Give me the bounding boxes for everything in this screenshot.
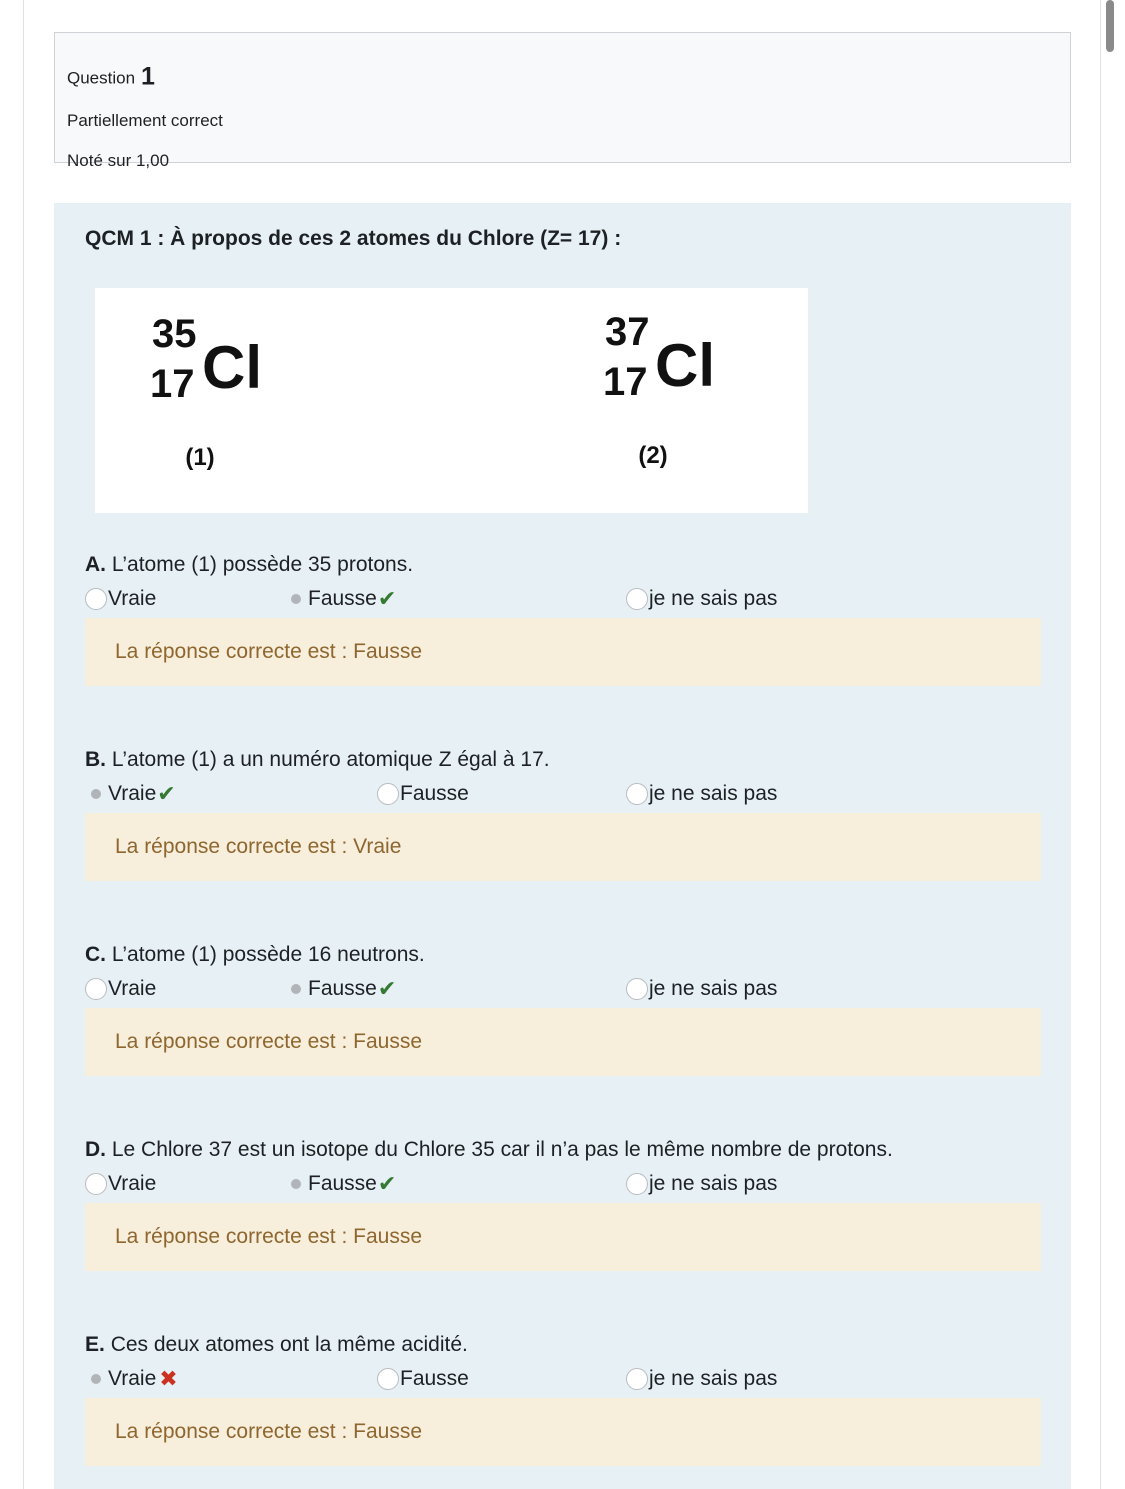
feedback-c <box>85 1008 1041 1076</box>
option-e-fausse[interactable] <box>377 1367 469 1391</box>
option-d-vraie[interactable] <box>85 1172 156 1196</box>
option-e-je-ne-sais-pas[interactable] <box>626 1367 777 1391</box>
feedback-d <box>85 1203 1041 1271</box>
option-label: Fausse <box>400 782 469 805</box>
check-icon: ✔ <box>377 976 397 1001</box>
radio-button-selected[interactable] <box>285 978 307 1000</box>
feedback-text: La réponse correcte est : Fausse <box>115 1420 422 1443</box>
atom-1-label: (1) <box>185 444 215 471</box>
statement-c <box>85 943 425 967</box>
question-formulation <box>54 203 1071 1489</box>
atom-2-atomic-number: 17 <box>603 360 648 404</box>
option-label: Vraie <box>108 1172 157 1195</box>
option-label: Fausse <box>308 587 377 610</box>
statement-d <box>85 1138 893 1162</box>
radio-button-selected[interactable] <box>85 783 107 805</box>
feedback-text: La réponse correcte est : Fausse <box>115 1030 422 1053</box>
radio-button[interactable] <box>85 588 107 610</box>
option-c-fausse[interactable] <box>285 976 396 1002</box>
statement-text: L’atome (1) possède 35 protons. <box>111 553 414 576</box>
feedback-e <box>85 1398 1041 1466</box>
option-c-vraie[interactable] <box>85 977 156 1001</box>
radio-button[interactable] <box>626 1173 648 1195</box>
option-d-je-ne-sais-pas[interactable] <box>626 1172 777 1196</box>
option-b-vraie[interactable] <box>85 781 176 807</box>
feedback-text: La réponse correcte est : Fausse <box>115 640 422 663</box>
radio-button[interactable] <box>377 1368 399 1390</box>
option-b-fausse[interactable] <box>377 782 469 806</box>
option-b-je-ne-sais-pas[interactable] <box>626 782 777 806</box>
question-grade: Noté sur 1,00 <box>67 151 170 170</box>
check-icon: ✔ <box>157 781 176 806</box>
statement-e <box>85 1333 468 1357</box>
question-text: QCM 1 : À propos de ces 2 atomes du Chlore (Z= 17) : <box>85 227 622 250</box>
atom-1-atomic-number: 17 <box>150 362 195 406</box>
feedback-text: La réponse correcte est : Fausse <box>115 1225 422 1248</box>
option-label: Fausse <box>308 977 377 1000</box>
option-a-fausse[interactable] <box>285 586 396 612</box>
statement-text: L’atome (1) possède 16 neutrons. <box>111 943 425 966</box>
atom-2-mass-number: 37 <box>605 310 650 354</box>
option-a-vraie[interactable] <box>85 587 156 611</box>
radio-button[interactable] <box>626 588 648 610</box>
atoms-image <box>95 288 808 513</box>
radio-button-selected[interactable] <box>85 1368 107 1390</box>
option-e-vraie[interactable] <box>85 1366 178 1392</box>
radio-button[interactable] <box>626 978 648 1000</box>
radio-button[interactable] <box>626 1368 648 1390</box>
cross-icon: ✖ <box>159 1366 178 1391</box>
radio-button[interactable] <box>626 783 648 805</box>
feedback-text: La réponse correcte est : Vraie <box>115 835 402 858</box>
statement-letter: D. <box>85 1138 106 1161</box>
option-a-je-ne-sais-pas[interactable] <box>626 587 777 611</box>
question-number-value: 1 <box>141 62 155 91</box>
check-icon: ✔ <box>377 586 397 611</box>
option-label: Vraie <box>108 977 157 1000</box>
option-c-je-ne-sais-pas[interactable] <box>626 977 777 1001</box>
feedback-a <box>85 618 1041 686</box>
question-label: Question <box>67 68 136 88</box>
statement-a <box>85 553 413 577</box>
atom-1-mass-number: 35 <box>152 312 197 356</box>
question-state: Partiellement correct <box>67 111 223 130</box>
option-label: je ne sais pas <box>649 1367 778 1390</box>
radio-button[interactable] <box>85 1173 107 1195</box>
option-label: Fausse <box>308 1172 377 1195</box>
question-number <box>67 62 155 91</box>
option-label: je ne sais pas <box>649 1172 778 1195</box>
radio-button-selected[interactable] <box>285 588 307 610</box>
option-d-fausse[interactable] <box>285 1171 396 1197</box>
radio-button[interactable] <box>85 978 107 1000</box>
option-label: Vraie <box>108 587 157 610</box>
option-label: Vraie <box>108 782 157 805</box>
option-label: Vraie <box>108 1367 157 1390</box>
option-label: je ne sais pas <box>649 977 778 1000</box>
option-label: je ne sais pas <box>649 782 778 805</box>
check-icon: ✔ <box>377 1171 397 1196</box>
feedback-b <box>85 813 1041 881</box>
question-info-box <box>54 32 1071 170</box>
atom-2-symbol: Cl <box>655 332 715 399</box>
statement-letter: A. <box>85 553 106 576</box>
scrollbar-thumb[interactable] <box>1106 0 1114 52</box>
statement-letter: E. <box>85 1333 105 1356</box>
statement-text: Le Chlore 37 est un isotope du Chlore 35 car il n’a pas le même nombre de protons. <box>111 1138 893 1161</box>
statement-letter: B. <box>85 748 106 771</box>
radio-button[interactable] <box>377 783 399 805</box>
option-label: je ne sais pas <box>649 587 778 610</box>
radio-button-selected[interactable] <box>285 1173 307 1195</box>
statement-text: Ces deux atomes ont la même acidité. <box>110 1333 468 1356</box>
statement-text: L’atome (1) a un numéro atomique Z égal à 17. <box>111 748 550 771</box>
atom-1-symbol: Cl <box>202 334 262 401</box>
option-label: Fausse <box>400 1367 469 1390</box>
statement-letter: C. <box>85 943 106 966</box>
statement-b <box>85 748 550 772</box>
atom-2-label: (2) <box>638 442 668 469</box>
